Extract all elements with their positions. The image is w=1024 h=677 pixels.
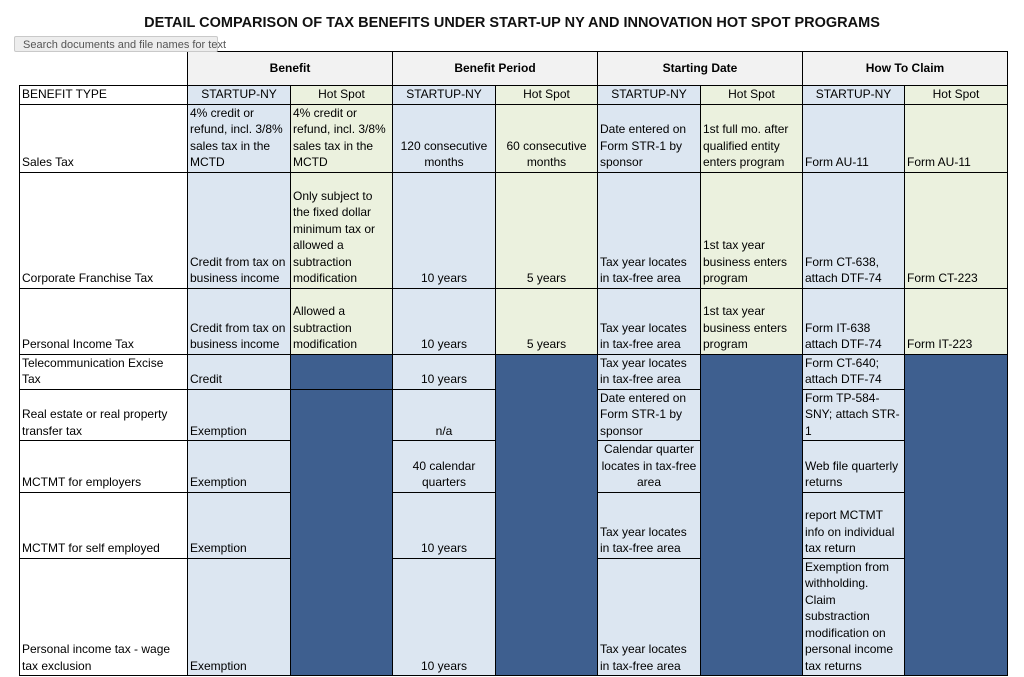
not-applicable-block: [701, 354, 803, 676]
subheader-period-hotspot: Hot Spot: [496, 86, 598, 105]
benefit-type-cell: Corporate Franchise Tax: [20, 172, 188, 288]
not-applicable-block: [905, 354, 1008, 676]
claim-startup-cell: report MCTMT info on individual tax return: [803, 492, 905, 558]
claim-startup-cell: Form CT-638, attach DTF-74: [803, 172, 905, 288]
page-title: DETAIL COMPARISON OF TAX BENEFITS UNDER START-UP NY AND INNOVATION HOT SPOT PROGRAMS: [144, 15, 880, 31]
claim-startup-cell: Form CT-640; attach DTF-74: [803, 354, 905, 389]
subheader-start-startup: STARTUP-NY: [598, 86, 701, 105]
claim-startup-cell: Form TP-584-SNY; attach STR-1: [803, 389, 905, 441]
period-hotspot-cell: 5 years: [496, 288, 598, 354]
benefit-startup-cell: Exemption: [188, 441, 291, 493]
period-hotspot-cell: 60 consecutive months: [496, 104, 598, 172]
benefit-startup-cell: Exemption: [188, 558, 291, 676]
period-startup-cell: 120 consecutive months: [393, 104, 496, 172]
not-applicable-cell: [291, 354, 393, 389]
claim-hotspot-cell: Form AU-11: [905, 104, 1008, 172]
benefit-type-cell: Personal income tax - wage tax exclusion: [20, 558, 188, 676]
benefit-startup-cell: Exemption: [188, 492, 291, 558]
start-hotspot-cell: 1st tax year business enters program: [701, 288, 803, 354]
claim-startup-cell: Web file quarterly returns: [803, 441, 905, 493]
period-startup-cell: 10 years: [393, 558, 496, 676]
subheader-claim-startup: STARTUP-NY: [803, 86, 905, 105]
group-header-benefit-period: Benefit Period: [393, 52, 598, 86]
benefit-type-cell: MCTMT for self employed: [20, 492, 188, 558]
group-header-how-to-claim: How To Claim: [803, 52, 1008, 86]
tax-benefit-comparison-table: [19, 51, 1008, 676]
claim-hotspot-cell: Form IT-223: [905, 288, 1008, 354]
not-applicable-block: [496, 354, 598, 676]
start-startup-cell: Tax year locates in tax-free area: [598, 172, 701, 288]
benefit-startup-cell: Credit: [188, 354, 291, 389]
benefit-type-cell: Personal Income Tax: [20, 288, 188, 354]
benefit-startup-cell: Credit from tax on business income: [188, 288, 291, 354]
benefit-startup-cell: Credit from tax on business income: [188, 172, 291, 288]
subheader-period-startup: STARTUP-NY: [393, 86, 496, 105]
start-startup-cell: Date entered on Form STR-1 by sponsor: [598, 104, 701, 172]
period-startup-cell: 10 years: [393, 172, 496, 288]
benefit-startup-cell: 4% credit or refund, incl. 3/8% sales tax in the MCTD: [188, 104, 291, 172]
subheader-benefit-hotspot: Hot Spot: [291, 86, 393, 105]
benefit-type-cell: MCTMT for employers: [20, 441, 188, 493]
group-header-benefit: Benefit: [188, 52, 393, 86]
benefit-type-header: BENEFIT TYPE: [20, 86, 188, 105]
claim-startup-cell: Exemption from withholding. Claim substraction modification on personal income tax returns: [803, 558, 905, 676]
period-startup-cell: 10 years: [393, 492, 496, 558]
start-startup-cell: Tax year locates in tax-free area: [598, 288, 701, 354]
not-applicable-block: [291, 389, 393, 676]
benefit-hotspot-cell: Only subject to the fixed dollar minimum tax or allowed a subtraction modification: [291, 172, 393, 288]
claim-hotspot-cell: Form CT-223: [905, 172, 1008, 288]
subheader-start-hotspot: Hot Spot: [701, 86, 803, 105]
benefit-type-cell: Telecommunication Excise Tax: [20, 354, 188, 389]
search-tooltip: Search documents and file names for text: [14, 36, 218, 52]
group-header-starting-date: Starting Date: [598, 52, 803, 86]
subheader-benefit-startup: STARTUP-NY: [188, 86, 291, 105]
benefit-hotspot-cell: 4% credit or refund, incl. 3/8% sales tax in the MCTD: [291, 104, 393, 172]
table-row: [20, 172, 1008, 288]
start-startup-cell: Tax year locates in tax-free area: [598, 492, 701, 558]
benefit-startup-cell: Exemption: [188, 389, 291, 441]
benefit-hotspot-cell: Allowed a subtraction modification: [291, 288, 393, 354]
start-startup-cell: Date entered on Form STR-1 by sponsor: [598, 389, 701, 441]
period-startup-cell: 10 years: [393, 354, 496, 389]
period-hotspot-cell: 5 years: [496, 172, 598, 288]
start-hotspot-cell: 1st tax year business enters program: [701, 172, 803, 288]
claim-startup-cell: Form IT-638 attach DTF-74: [803, 288, 905, 354]
blank-corner-cell: [20, 52, 188, 86]
start-startup-cell: Tax year locates in tax-free area: [598, 558, 701, 676]
start-hotspot-cell: 1st full mo. after qualified entity enters program: [701, 104, 803, 172]
benefit-type-cell: Real estate or real property transfer tax: [20, 389, 188, 441]
period-startup-cell: 10 years: [393, 288, 496, 354]
benefit-type-cell: Sales Tax: [20, 104, 188, 172]
period-startup-cell: 40 calendar quarters: [393, 441, 496, 493]
table-row: [20, 288, 1008, 354]
subheader-claim-hotspot: Hot Spot: [905, 86, 1008, 105]
table-row: [20, 104, 1008, 172]
period-startup-cell: n/a: [393, 389, 496, 441]
start-startup-cell: Tax year locates in tax-free area: [598, 354, 701, 389]
claim-startup-cell: Form AU-11: [803, 104, 905, 172]
start-startup-cell: Calendar quarter locates in tax-free area: [598, 441, 701, 493]
table-row: [20, 354, 1008, 389]
